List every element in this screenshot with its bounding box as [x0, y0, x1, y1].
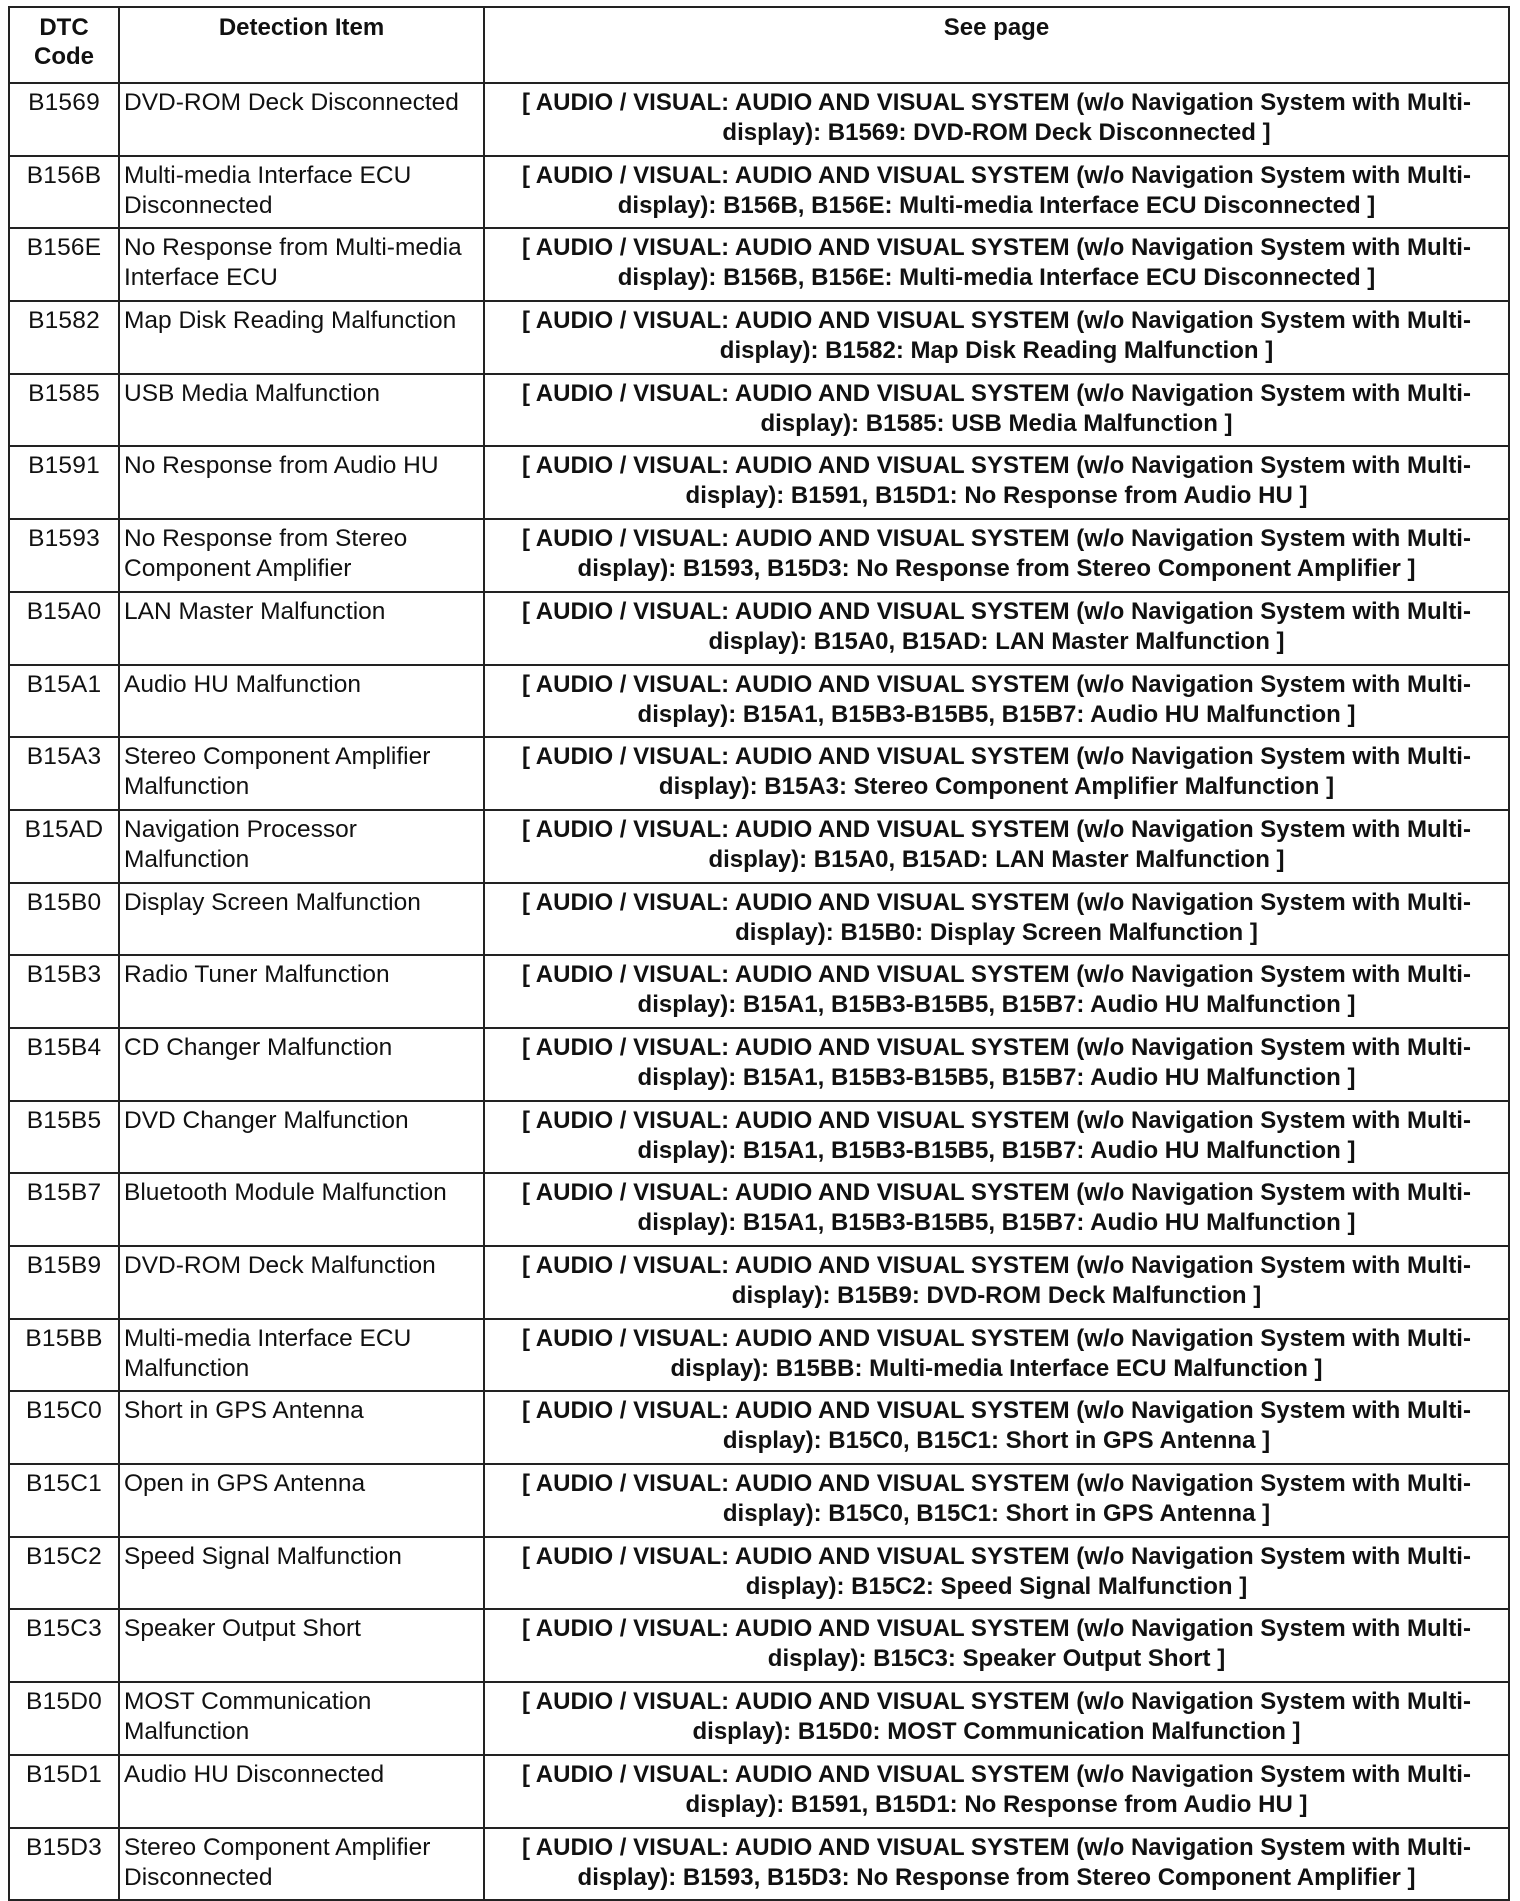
table-row [9, 1319, 1509, 1392]
see-page-link[interactable]: [ AUDIO / VISUAL: AUDIO AND VISUAL SYSTEM (w/o Navigation System with Multi-display): B15C3: Speaker Output Short ] [484, 1609, 1509, 1682]
detection-item-cell: Bluetooth Module Malfunction [119, 1173, 484, 1246]
detection-item-cell: DVD-ROM Deck Disconnected [119, 83, 484, 156]
dtc-code-cell: B15B4 [9, 1028, 119, 1101]
detection-item-cell: Stereo Component Amplifier Disconnected [119, 1828, 484, 1901]
see-page-link[interactable]: [ AUDIO / VISUAL: AUDIO AND VISUAL SYSTEM (w/o Navigation System with Multi-display): B15A0, B15AD: LAN Master Malfunction ] [484, 592, 1509, 665]
detection-item-cell: DVD-ROM Deck Malfunction [119, 1246, 484, 1319]
dtc-code-cell: B156B [9, 156, 119, 229]
see-page-link[interactable]: [ AUDIO / VISUAL: AUDIO AND VISUAL SYSTEM (w/o Navigation System with Multi-display): B15C0, B15C1: Short in GPS Antenna ] [484, 1464, 1509, 1537]
table-row [9, 83, 1509, 156]
dtc-code-cell: B1591 [9, 446, 119, 519]
see-page-link[interactable]: [ AUDIO / VISUAL: AUDIO AND VISUAL SYSTEM (w/o Navigation System with Multi-display): B15A1, B15B3-B15B5, B15B7: Audio HU Malfunction ] [484, 1101, 1509, 1174]
table-row [9, 883, 1509, 956]
table-row [9, 665, 1509, 738]
see-page-link[interactable]: [ AUDIO / VISUAL: AUDIO AND VISUAL SYSTEM (w/o Navigation System with Multi-display): B15A3: Stereo Component Amplifier Malfunction ] [484, 737, 1509, 810]
see-page-link[interactable]: [ AUDIO / VISUAL: AUDIO AND VISUAL SYSTEM (w/o Navigation System with Multi-display): B15A1, B15B3-B15B5, B15B7: Audio HU Malfunction ] [484, 1173, 1509, 1246]
see-page-link[interactable]: [ AUDIO / VISUAL: AUDIO AND VISUAL SYSTEM (w/o Navigation System with Multi-display): B1585: USB Media Malfunction ] [484, 374, 1509, 447]
detection-item-cell: LAN Master Malfunction [119, 592, 484, 665]
detection-item-cell: Navigation Processor Malfunction [119, 810, 484, 883]
header-detection-item: Detection Item [119, 7, 484, 83]
detection-item-cell: Speed Signal Malfunction [119, 1537, 484, 1610]
detection-item-cell: Multi-media Interface ECU Disconnected [119, 156, 484, 229]
see-page-link[interactable]: [ AUDIO / VISUAL: AUDIO AND VISUAL SYSTEM (w/o Navigation System with Multi-display): B1582: Map Disk Reading Malfunction ] [484, 301, 1509, 374]
see-page-link[interactable]: [ AUDIO / VISUAL: AUDIO AND VISUAL SYSTEM (w/o Navigation System with Multi-display): B1593, B15D3: No Response from Stereo Component Amplifier ] [484, 519, 1509, 592]
detection-item-cell: Stereo Component Amplifier Malfunction [119, 737, 484, 810]
table-row [9, 1828, 1509, 1901]
dtc-code-cell: B15B0 [9, 883, 119, 956]
dtc-code-cell: B15C2 [9, 1537, 119, 1610]
see-page-link[interactable]: [ AUDIO / VISUAL: AUDIO AND VISUAL SYSTEM (w/o Navigation System with Multi-display): B1569: DVD-ROM Deck Disconnected ] [484, 83, 1509, 156]
dtc-code-cell: B15D3 [9, 1828, 119, 1901]
dtc-code-cell: B1585 [9, 374, 119, 447]
dtc-code-cell: B15AD [9, 810, 119, 883]
table-row [9, 1391, 1509, 1464]
see-page-link[interactable]: [ AUDIO / VISUAL: AUDIO AND VISUAL SYSTEM (w/o Navigation System with Multi-display): B156B, B156E: Multi-media Interface ECU Disconnected ] [484, 156, 1509, 229]
dtc-code-cell: B15B3 [9, 955, 119, 1028]
dtc-code-cell: B15C1 [9, 1464, 119, 1537]
dtc-code-cell: B1569 [9, 83, 119, 156]
table-row [9, 519, 1509, 592]
dtc-code-cell: B15C0 [9, 1391, 119, 1464]
table-row [9, 1028, 1509, 1101]
header-dtc-code [9, 7, 119, 83]
see-page-link[interactable]: [ AUDIO / VISUAL: AUDIO AND VISUAL SYSTEM (w/o Navigation System with Multi-display): B15C0, B15C1: Short in GPS Antenna ] [484, 1391, 1509, 1464]
table-row [9, 1537, 1509, 1610]
see-page-link[interactable]: [ AUDIO / VISUAL: AUDIO AND VISUAL SYSTEM (w/o Navigation System with Multi-display): B1591, B15D1: No Response from Audio HU ] [484, 446, 1509, 519]
table-row [9, 810, 1509, 883]
see-page-link[interactable]: [ AUDIO / VISUAL: AUDIO AND VISUAL SYSTEM (w/o Navigation System with Multi-display): B15C2: Speed Signal Malfunction ] [484, 1537, 1509, 1610]
dtc-code-cell: B15B5 [9, 1101, 119, 1174]
dtc-code-cell: B15A3 [9, 737, 119, 810]
detection-item-cell: Speaker Output Short [119, 1609, 484, 1682]
dtc-code-cell: B15D0 [9, 1682, 119, 1755]
see-page-link[interactable]: [ AUDIO / VISUAL: AUDIO AND VISUAL SYSTEM (w/o Navigation System with Multi-display): B156B, B156E: Multi-media Interface ECU Disconnected ] [484, 228, 1509, 301]
detection-item-cell: No Response from Audio HU [119, 446, 484, 519]
dtc-code-cell: B15D1 [9, 1755, 119, 1828]
see-page-link[interactable]: [ AUDIO / VISUAL: AUDIO AND VISUAL SYSTEM (w/o Navigation System with Multi-display): B15B9: DVD-ROM Deck Malfunction ] [484, 1246, 1509, 1319]
detection-item-cell: Short in GPS Antenna [119, 1391, 484, 1464]
see-page-link[interactable]: [ AUDIO / VISUAL: AUDIO AND VISUAL SYSTEM (w/o Navigation System with Multi-display): B15A1, B15B3-B15B5, B15B7: Audio HU Malfunction ] [484, 1028, 1509, 1101]
detection-item-cell: Multi-media Interface ECU Malfunction [119, 1319, 484, 1392]
dtc-code-cell: B1593 [9, 519, 119, 592]
table-row [9, 592, 1509, 665]
detection-item-cell: DVD Changer Malfunction [119, 1101, 484, 1174]
table-row [9, 374, 1509, 447]
table-row [9, 1246, 1509, 1319]
table-row [9, 955, 1509, 1028]
dtc-code-cell: B15B9 [9, 1246, 119, 1319]
table-row [9, 1173, 1509, 1246]
see-page-link[interactable]: [ AUDIO / VISUAL: AUDIO AND VISUAL SYSTEM (w/o Navigation System with Multi-display): B15A1, B15B3-B15B5, B15B7: Audio HU Malfunction ] [484, 955, 1509, 1028]
dtc-code-cell: B156E [9, 228, 119, 301]
table-row [9, 228, 1509, 301]
detection-item-cell: MOST Communication Malfunction [119, 1682, 484, 1755]
detection-item-cell: CD Changer Malfunction [119, 1028, 484, 1101]
see-page-link[interactable]: [ AUDIO / VISUAL: AUDIO AND VISUAL SYSTEM (w/o Navigation System with Multi-display): B1593, B15D3: No Response from Stereo Component Amplifier ] [484, 1828, 1509, 1901]
see-page-link[interactable]: [ AUDIO / VISUAL: AUDIO AND VISUAL SYSTEM (w/o Navigation System with Multi-display): B15B0: Display Screen Malfunction ] [484, 883, 1509, 956]
dtc-code-cell: B1582 [9, 301, 119, 374]
dtc-code-cell: B15C3 [9, 1609, 119, 1682]
header-see-page: See page [484, 7, 1509, 83]
see-page-link[interactable]: [ AUDIO / VISUAL: AUDIO AND VISUAL SYSTEM (w/o Navigation System with Multi-display): B1591, B15D1: No Response from Audio HU ] [484, 1755, 1509, 1828]
see-page-link[interactable]: [ AUDIO / VISUAL: AUDIO AND VISUAL SYSTEM (w/o Navigation System with Multi-display): B15D0: MOST Communication Malfunction ] [484, 1682, 1509, 1755]
detection-item-cell: Audio HU Disconnected [119, 1755, 484, 1828]
table-row [9, 446, 1509, 519]
table-row [9, 1755, 1509, 1828]
table-row [9, 1609, 1509, 1682]
dtc-code-cell: B15B7 [9, 1173, 119, 1246]
dtc-code-cell: B15BB [9, 1319, 119, 1392]
see-page-link[interactable]: [ AUDIO / VISUAL: AUDIO AND VISUAL SYSTEM (w/o Navigation System with Multi-display): B15BB: Multi-media Interface ECU Malfunction ] [484, 1319, 1509, 1392]
table-row [9, 1464, 1509, 1537]
table-body [9, 83, 1509, 1900]
table-row [9, 301, 1509, 374]
header-dtc-code-line2: Code [34, 43, 94, 70]
see-page-link[interactable]: [ AUDIO / VISUAL: AUDIO AND VISUAL SYSTEM (w/o Navigation System with Multi-display): B15A1, B15B3-B15B5, B15B7: Audio HU Malfunction ] [484, 665, 1509, 738]
table-row [9, 1682, 1509, 1755]
detection-item-cell: No Response from Stereo Component Amplifier [119, 519, 484, 592]
detection-item-cell: Audio HU Malfunction [119, 665, 484, 738]
detection-item-cell: Open in GPS Antenna [119, 1464, 484, 1537]
see-page-link[interactable]: [ AUDIO / VISUAL: AUDIO AND VISUAL SYSTEM (w/o Navigation System with Multi-display): B15A0, B15AD: LAN Master Malfunction ] [484, 810, 1509, 883]
detection-item-cell: Display Screen Malfunction [119, 883, 484, 956]
table-header-row [9, 7, 1509, 83]
table-row [9, 1101, 1509, 1174]
table-row [9, 156, 1509, 229]
header-dtc-code-line1: DTC [39, 14, 89, 41]
detection-item-cell: Map Disk Reading Malfunction [119, 301, 484, 374]
detection-item-cell: No Response from Multi-media Interface ECU [119, 228, 484, 301]
detection-item-cell: Radio Tuner Malfunction [119, 955, 484, 1028]
dtc-table [8, 6, 1510, 1901]
dtc-code-cell: B15A0 [9, 592, 119, 665]
detection-item-cell: USB Media Malfunction [119, 374, 484, 447]
dtc-code-cell: B15A1 [9, 665, 119, 738]
table-row [9, 737, 1509, 810]
